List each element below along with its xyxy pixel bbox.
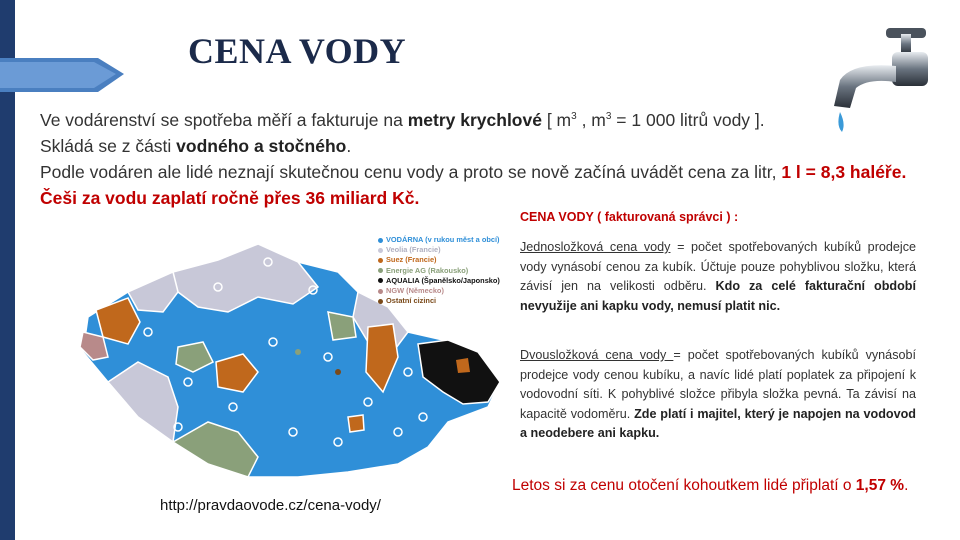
paragraph-text: = počet spotřebovaných kubíků vynásobí prodejce vody cenou kubíku, a navíc lidé platí poplatek za připojení k vodovodní síti. K pohyblivé složce přibyla složka pevná. Ta závisí na kapacitě vodoměru. bbox=[520, 348, 916, 421]
legend-label: NGW (Německo) bbox=[386, 286, 444, 296]
intro-text-span: . bbox=[346, 135, 352, 156]
legend-dot bbox=[378, 299, 383, 304]
intro-bold-span: vodného a stočného bbox=[176, 135, 347, 156]
water-operators-map bbox=[68, 232, 505, 515]
intro-text bbox=[40, 104, 940, 211]
intro-line-composition bbox=[40, 133, 940, 159]
chevron-arrow-decoration bbox=[0, 0, 130, 100]
legend-label: Suez (Francie) bbox=[386, 255, 437, 265]
intro-text-span: Ve vodárenství se spotřeba měří a fakturuje na bbox=[40, 109, 408, 130]
intro-text-span: Skládá se z části bbox=[40, 135, 177, 156]
intro-text-span: = 1 000 litrů vody ]. bbox=[611, 109, 765, 130]
intro-line-units bbox=[40, 104, 940, 133]
legend-label: AQUALIA (Španělsko/Japonsko) bbox=[386, 275, 500, 285]
paragraph-bold-text: Kdo za celé fakturační období nevyužije ani kapku vody, nemusí platit nic. bbox=[520, 279, 916, 313]
legend-dot bbox=[378, 238, 383, 243]
note-percentage: 1,57 % bbox=[855, 477, 905, 494]
paragraph-bold-text: Zde platí i majitel, který je napojen na vodovod a neodebere ani kapku. bbox=[520, 406, 916, 440]
two-component-paragraph bbox=[520, 346, 916, 444]
two-component-term: Dvousložková cena vody bbox=[520, 348, 674, 362]
superscript: 3 bbox=[571, 111, 577, 122]
price-increase-note bbox=[512, 477, 908, 495]
intro-text-span: [ m bbox=[541, 109, 572, 130]
legend-dot bbox=[378, 289, 383, 294]
slide-title: CENA VODY bbox=[188, 31, 407, 71]
legend-label: Ostatní cizinci bbox=[386, 296, 437, 306]
legend-item bbox=[378, 266, 500, 276]
price-per-liter-highlight: 1 l = 8,3 haléře. bbox=[781, 161, 907, 182]
paragraph-text: = počet spotřebovaných kubíků prodejce vody vynásobí cenou za kubík. Účtuje pouze pohyblivou složku, která závisí jen na velikosti odběru. bbox=[520, 240, 916, 293]
legend-item bbox=[378, 235, 500, 245]
note-text: Letos si za cenu otočení kohoutkem lidé připlatí o bbox=[512, 477, 856, 494]
intro-line-annual-total bbox=[40, 185, 940, 211]
legend-label: Energie AG (Rakousko) bbox=[386, 265, 469, 275]
legend-dot bbox=[378, 258, 383, 263]
legend-item bbox=[378, 276, 500, 286]
billing-heading: CENA VODY ( fakturovaná správci ) : bbox=[520, 210, 739, 224]
legend-dot bbox=[378, 278, 383, 283]
single-component-paragraph bbox=[520, 238, 916, 316]
legend-item bbox=[378, 296, 500, 306]
single-component-term: Jednosložková cena vody bbox=[520, 240, 671, 254]
legend-item bbox=[378, 245, 500, 255]
legend-label: VODÁRNA (v rukou měst a obcí) bbox=[386, 235, 500, 244]
map-source-url[interactable]: http://pravdaovode.cz/cena-vody/ bbox=[160, 497, 381, 514]
legend-label: Veolia (Francie) bbox=[386, 245, 441, 255]
annual-total-highlight: Češi za vodu zaplatí ročně přes 36 miliard Kč. bbox=[40, 187, 420, 208]
intro-text-span: Podle vodáren ale lidé neznají skutečnou cenu vody a proto se nově začíná uvádět cena za litr, bbox=[40, 161, 782, 182]
legend-dot bbox=[378, 268, 383, 273]
map-legend bbox=[378, 235, 500, 306]
legend-item bbox=[378, 255, 500, 265]
intro-bold-span: metry krychlové bbox=[407, 109, 542, 130]
intro-text-span: , m bbox=[576, 109, 606, 130]
superscript: 3 bbox=[605, 111, 612, 122]
legend-dot bbox=[378, 248, 383, 253]
intro-line-price-per-liter bbox=[40, 159, 940, 185]
note-text: . bbox=[904, 477, 909, 494]
legend-item bbox=[378, 286, 500, 296]
